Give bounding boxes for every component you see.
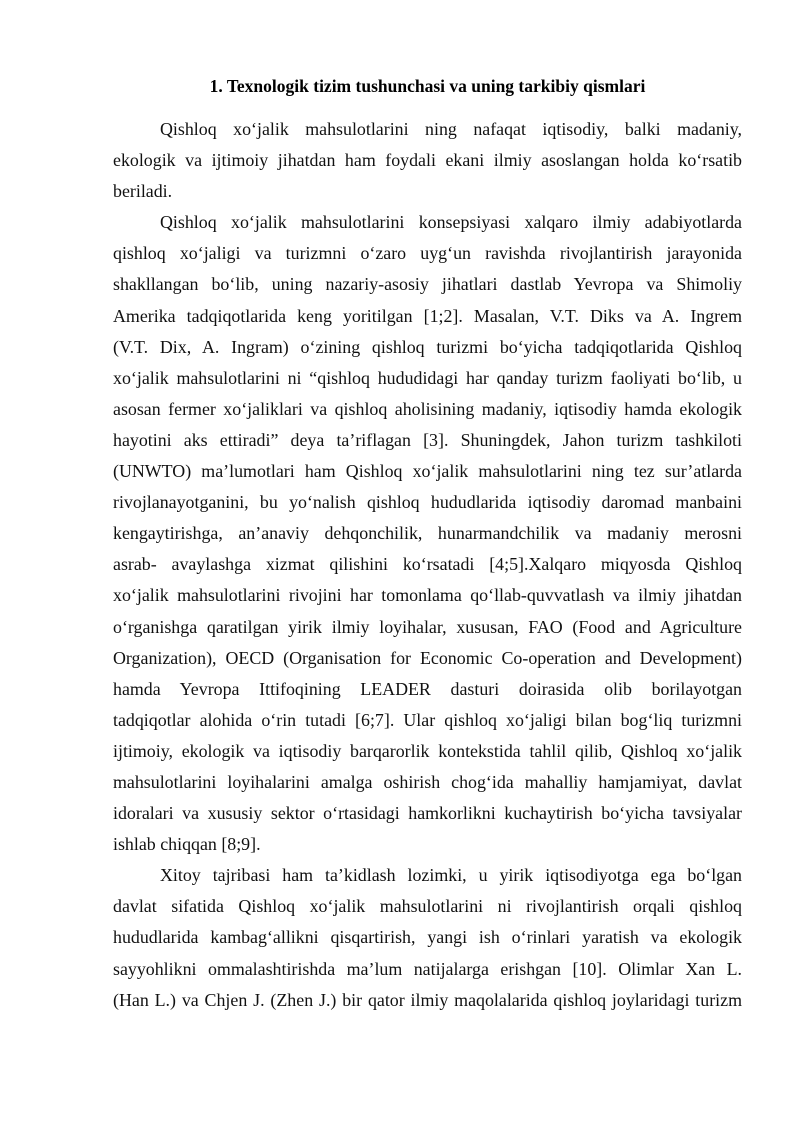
text-line: ijtimoiy, ekologik va iqtisodiy barqarorlik kontekstida tahlil qilib, Qishloq xo‘jalik: [113, 740, 742, 761]
text-line: sayyohlikni ommalashtirishda ma’lum natijalarga erishgan [10]. Olimlar Xan L.: [113, 958, 742, 979]
text-line: idoralari va xususiy sektor o‘rtasidagi hamkorlikni kuchaytirish bo‘yicha tavsiyalar: [113, 803, 742, 824]
text-line: ekologik va ijtimoiy jihatdan ham foydali ekani ilmiy asoslangan holda ko‘rsatib: [113, 150, 742, 171]
text-line: Organization), OECD (Organisation for Economic Co-operation and Development): [113, 647, 742, 668]
text-line: beriladi.: [113, 181, 173, 202]
text-line: (Han L.) va Chjen J. (Zhen J.) bir qator ilmiy maqolalarida qishloq joylaridagi turizm: [113, 989, 742, 1010]
section-title: 1. Texnologik tizim tushunchasi va uning tarkibiy qismlari: [209, 76, 646, 96]
text-line: ishlab chiqqan [8;9].: [113, 834, 261, 855]
text-line: Qishloq xo‘jalik mahsulotlarini ning nafaqat iqtisodiy, balki madaniy,: [160, 119, 742, 139]
text-line: Xitoy tajribasi ham ta’kidlash lozimki, u yirik iqtisodiyotga ega bo‘lgan: [160, 865, 742, 886]
text-line: o‘rganishga qaratilgan yirik ilmiy loyihalar, xususan, FAO (Food and Agriculture: [113, 616, 742, 637]
text-line: (UNWTO) ma’lumotlari ham Qishloq xo‘jalik mahsulotlarini ning tez sur’atlarda: [113, 461, 742, 482]
text-line: hamda Yevropa Ittifoqining LEADER dasturi doirasida olib borilayotgan: [113, 678, 742, 699]
text-line: qishloq xo‘jaligi va turizmni o‘zaro uyg‘un ravishda rivojlantirish jarayonida: [113, 243, 742, 264]
text-line: rivojlanayotganini, bu yo‘nalish qishloq hududlarida iqtisodiy daromad manbaini: [113, 492, 742, 513]
text-line: davlat sifatida Qishloq xo‘jalik mahsulotlarini ni rivojlantirish orqali qishloq: [113, 896, 742, 917]
text-line: xo‘jalik mahsulotlarini rivojini har tomonlama qo‘llab-quvvatlash va ilmiy jihatdan: [113, 585, 742, 606]
text-line: Qishloq xo‘jalik mahsulotlarini konsepsiyasi xalqaro ilmiy adabiyotlarda: [160, 212, 742, 233]
text-line: asrab- avaylashga xizmat qilishini ko‘rsatadi [4;5].Xalqaro miqyosda Qishloq: [113, 554, 742, 575]
text-line: tadqiqotlar alohida o‘rin tutadi [6;7]. Ular qishloq xo‘jaligi bilan bog‘liq turizmni: [113, 709, 742, 730]
text-line: Amerika tadqiqotlarida keng yoritilgan [1;2]. Masalan, V.T. Diks va A. Ingrem: [113, 305, 742, 326]
text-line: kengaytirishga, an’anaviy dehqonchilik, hunarmandchilik va madaniy merosni: [113, 523, 742, 544]
text-line: mahsulotlarini loyihalarini amalga oshirish chog‘ida mahalliy hamjamiyat, davlat: [113, 771, 742, 792]
text-line: shakllangan bo‘lib, uning nazariy-asosiy jihatlari dastlab Yevropa va Shimoliy: [113, 274, 742, 295]
text-line: hududlarida kambag‘allikni qisqartirish, yangi ish o‘rinlari yaratish va ekologik: [113, 927, 742, 948]
text-line: asosan fermer xo‘jaliklari va qishloq aholisining madaniy, iqtisodiy hamda ekologik: [113, 398, 742, 419]
text-line: (V.T. Dix, A. Ingram) o‘zining qishloq turizmi bo‘yicha tadqiqotlarida Qishloq: [113, 336, 742, 357]
body-text: [113, 114, 742, 1016]
text-line: hayotini aks ettiradi” deya ta’riflagan [3]. Shuningdek, Jahon turizm tashkiloti: [113, 429, 742, 450]
text-line: xo‘jalik mahsulotlarini ni “qishloq hududidagi har qanday turizm faoliyati bo‘lib, u: [113, 367, 742, 388]
